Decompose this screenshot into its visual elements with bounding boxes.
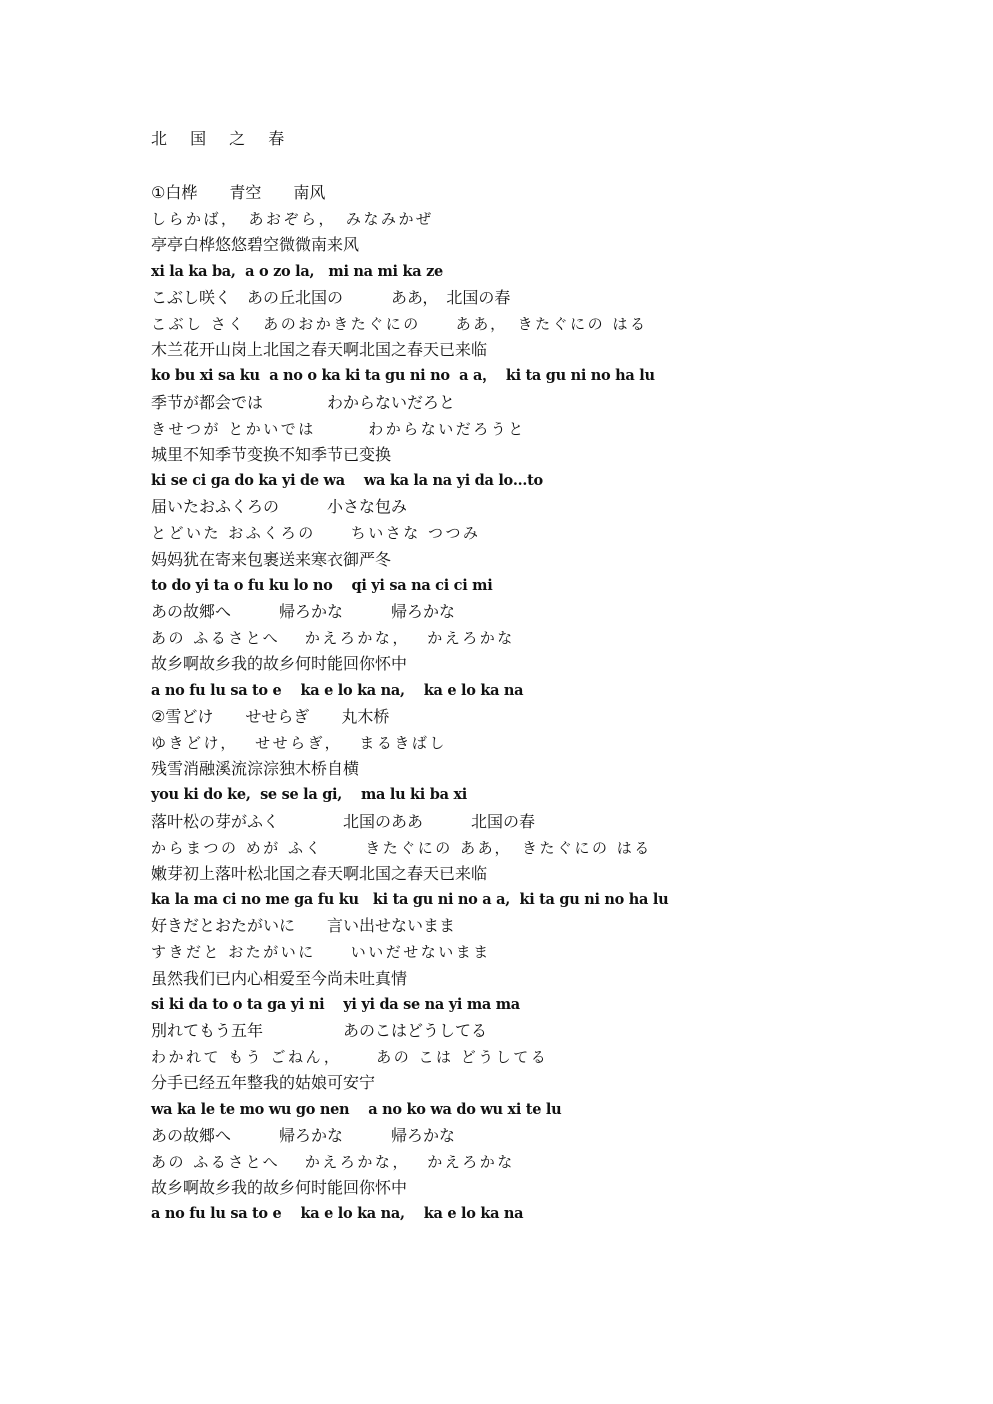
lyric-line: わかれて もう ごねん， あの こは どうしてる [151,1048,549,1067]
lyric-line: ki se ci ga do ka yi de wa wa ka la na yi da lo…to [151,472,543,490]
lyric-line: 故乡啊故乡我的故乡何时能回你怀中 [151,1178,408,1198]
lyric-line: wa ka le te mo wu go nen a no ko wa do wu xi te lu [151,1100,562,1118]
lyric-line: 別れてもう五年 あのこはどうしてる [151,1021,488,1040]
lyric-line: ゆきどけ， せせらぎ， まるきばし [151,733,447,752]
lyric-line: とどいた おふくろの ちいさな つつみ [151,524,481,543]
lyric-line: 城里不知季节变换不知季节已变换 [151,444,392,464]
lyric-line: からまつの めが ふく きたぐにの ああ， きたぐにの はる [151,838,652,857]
lyric-line: si ki da to o ta ga yi ni yi yi da se na yi ma ma [151,995,520,1013]
lyric-line: ka la ma ci no me ga fu ku ki ta gu ni no a a, ki ta gu ni no ha lu [151,891,669,909]
lyric-line: すきだと おたがいに いいだせないまま [151,943,491,962]
lyrics-block [151,180,971,1228]
lyric-line: 分手已经五年整我的姑娘可安宁 [151,1073,376,1093]
lyric-line: こぶし咲く あの丘北国の ああ， 北国の春 [151,287,511,307]
lyric-line: a no fu lu sa to e ka e lo ka na, ka e lo ka na [151,1205,524,1223]
lyric-line: to do yi ta o fu ku lo no qi yi sa na ci ci mi [151,576,493,594]
lyric-line: ②雪どけ せせらぎ 丸木桥 [151,706,390,726]
lyric-line: 季节が都会では わからないだろと [151,392,456,412]
lyric-line: 故乡啊故乡我的故乡何时能回你怀中 [151,654,408,674]
lyric-line: きせつが とかいでは わからないだろうと [151,419,526,438]
lyric-line: you ki do ke, se se la gi, ma lu ki ba xi [151,786,468,804]
lyric-line: 落叶松の芽がふく 北国のああ 北国の春 [151,811,536,831]
lyric-line: 木兰花开山岗上北国之春天啊北国之春天已来临 [151,340,488,360]
lyric-line: 残雪消融溪流淙淙独木桥自横 [151,759,360,779]
lyric-line: xi la ka ba, a o zo la, mi na mi ka ze [151,262,443,280]
lyric-line: 妈妈犹在寄来包裹送来寒衣御严冬 [151,549,392,569]
lyric-line: 届いたおふくろの 小さな包み [151,497,408,517]
lyric-line: あの故郷へ 帰ろかな 帰ろかな [151,1125,456,1145]
lyric-line: こぶし さく あのおかきたぐにの ああ， きたぐにの はる [151,314,648,333]
lyric-line: ko bu xi sa ku a no o ka ki ta gu ni no a a， ki ta gu ni no ha lu [151,367,655,385]
lyric-line: あの故郷へ 帰ろかな 帰ろかな [151,602,456,621]
lyric-line: a no fu lu sa to e ka e lo ka na, ka e lo ka na [151,681,524,699]
lyric-line: 嫩芽初上落叶松北国之春天啊北国之春天已来临 [151,863,488,883]
lyric-line: ①白桦 青空 南风 [151,183,326,202]
lyric-line: しらかば， あおぞら， みなみかぜ [151,210,434,229]
lyric-line: 好きだとおたがいに 言い出せないまま [151,916,456,936]
lyric-line: あの ふるさとへ かえろかな， かえろかな [151,1152,515,1171]
lyric-line: 虽然我们已内心相爱至今尚未吐真情 [151,968,408,988]
song-title: 北 国 之 春 [151,129,294,148]
lyric-line: あの ふるさとへ かえろかな， かえろかな [151,629,515,648]
lyric-line: 亭亭白桦悠悠碧空微微南来风 [151,235,360,255]
